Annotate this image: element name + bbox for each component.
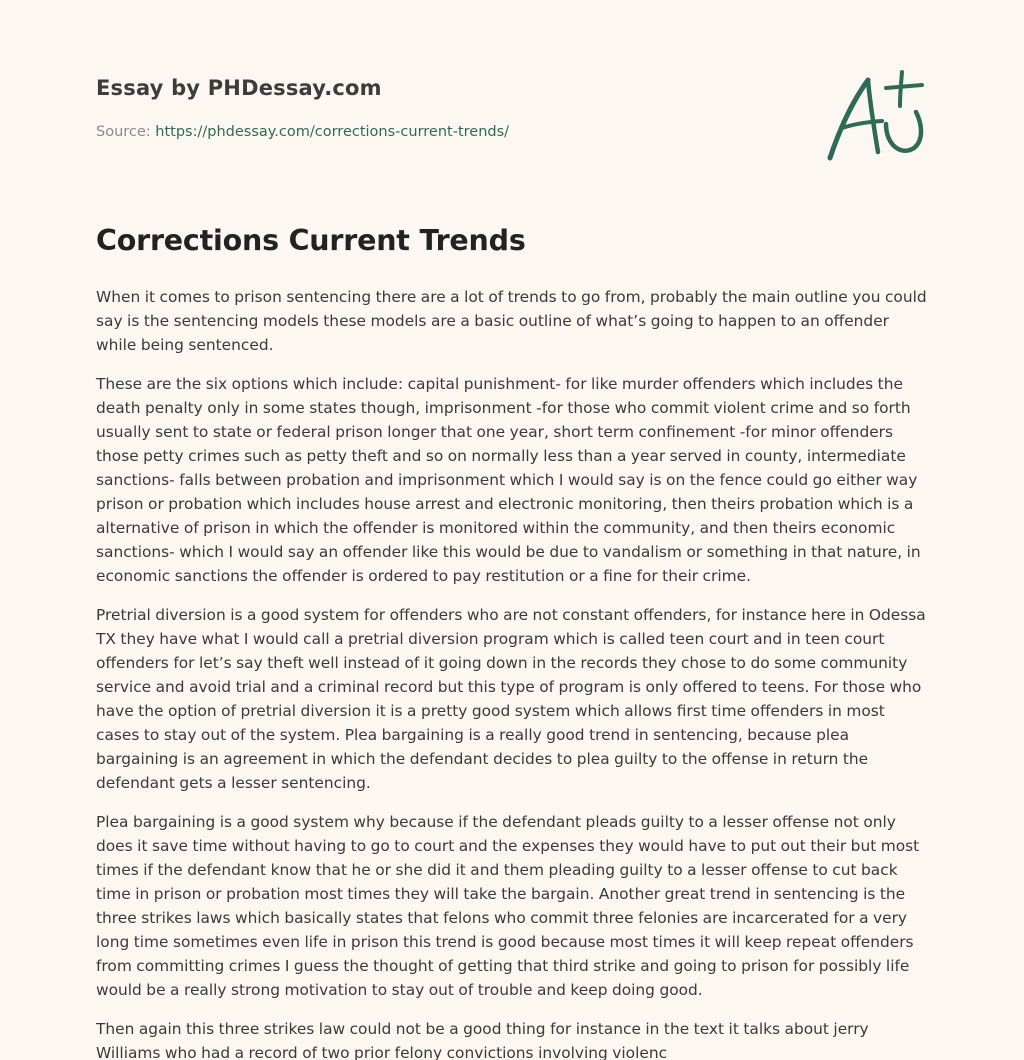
source-line <box>96 124 509 140</box>
article-paragraph: Pretrial diversion is a good system for offenders who are not constant offenders, for instance here in Odessa TX they have what I would call a pretrial diversion program which is called teen court and in teen court offenders for let’s say theft well instead of it going down in the records they chose to do some community service and avoid trial and a criminal record but this type of program is only offered to teens. For those who have the option of pretrial diversion it is a pretty good system which allows first time offenders in most cases to stay out of the system. Plea bargaining is a really good trend in sentencing, because plea bargaining is an agreement in which the defendant decides to plea guilty to the offense in return the defendant gets a lesser sentencing. <box>96 606 926 792</box>
article-paragraph: Then again this three strikes law could not be a good thing for instance in the text it talks about jerry Williams who had a record of two prior felony convictions involving violenc <box>96 1020 869 1060</box>
article-body <box>96 285 932 1060</box>
page-title: Corrections Current Trends <box>96 224 526 257</box>
source-link[interactable]: https://phdessay.com/corrections-current-trends/ <box>155 124 510 140</box>
source-label: Source: <box>96 124 151 140</box>
site-header-title: Essay by PHDessay.com <box>96 76 382 100</box>
article-paragraph: These are the six options which include: capital punishment- for like murder offenders which includes the death penalty only in some states though, imprisonment -for those who commit violent crime and so forth usually sent to state or federal prison longer that one year, short term confinement -for minor offenders those petty crimes such as petty theft and so on normally less than a year served in county, intermediate sanctions- falls between probation and imprisonment which I would say is on the fence could go either way prison or probation which includes house arrest and electronic monitoring, then theirs probation which is a alternative of prison in which the offender is monitored within the community, and then theirs economic sanctions- which I would say an offender like this would be due to vandalism or something in that nature, in economic sanctions the offender is ordered to pay restitution or a fine for their crime. <box>96 375 921 585</box>
article-paragraph: When it comes to prison sentencing there are a lot of trends to go from, probably the main outline you could say is the sentencing models these models are a basic outline of what’s going to happen to an offender while being sentenced. <box>96 288 927 354</box>
a-plus-logo-icon <box>820 66 930 166</box>
a-plus-grade-logo <box>820 66 930 166</box>
article-paragraph: Plea bargaining is a good system why because if the defendant pleads guilty to a lesser offense not only does it save time without having to go to court and the expenses they would have to put out their but most times if the defendant know that he or she did it and them pleading guilty to a lesser offense to cut back time in prison or probation most times they will take the bargain. Another great trend in sentencing is the three strikes laws which basically states that felons who commit three felonies are incarcerated for a very long time sometimes even life in prison this trend is good because most times it will keep repeat offenders from committing crimes I guess the thought of getting that third strike and going to prison for possibly life would be a really strong motivation to stay out of trouble and keep doing good. <box>96 813 920 999</box>
